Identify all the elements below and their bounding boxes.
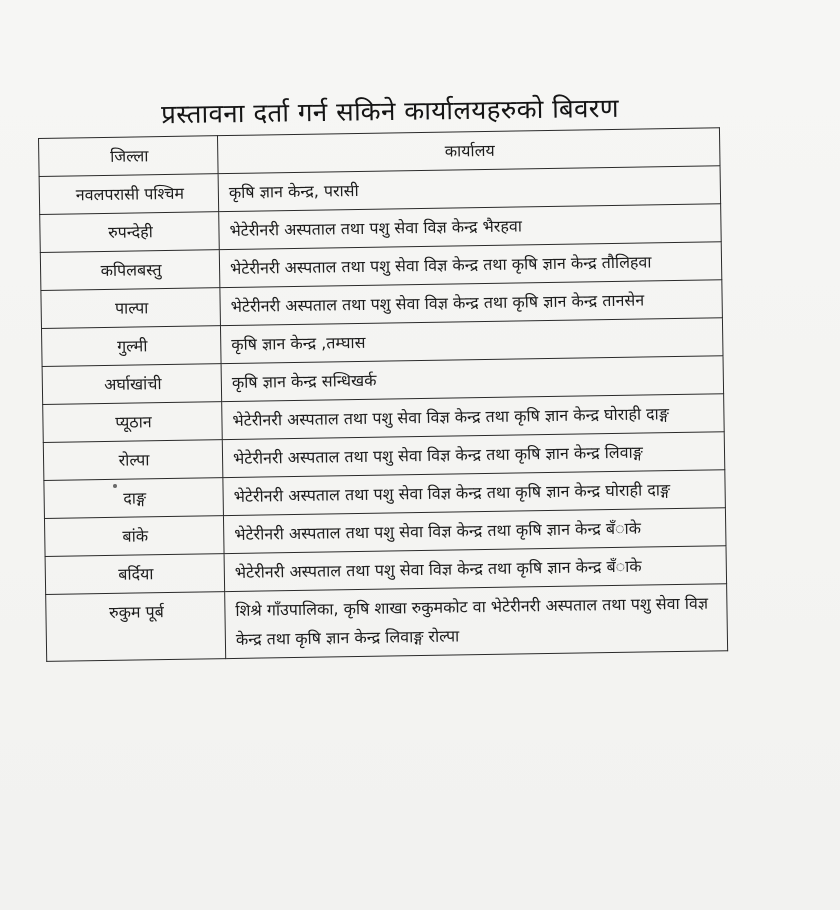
district-cell: दाङ्ग bbox=[44, 478, 224, 519]
office-cell: भेटेरीनरी अस्पताल तथा पशु सेवा विज्ञ केन्द्र तथा कृषि ज्ञान केन्द्र तानसेन bbox=[220, 280, 723, 326]
office-cell: भेटेरीनरी अस्पताल तथा पशु सेवा विज्ञ केन्द्र तथा कृषि ज्ञान केन्द्र लिवाङ्ग bbox=[222, 432, 725, 478]
header-district: जिल्ला bbox=[39, 136, 219, 177]
header-office: कार्यालय bbox=[217, 128, 720, 174]
office-cell: भेटेरीनरी अस्पताल तथा पशु सेवा विज्ञ केन्द्र तथा कृषि ज्ञान केन्द्र बँाके bbox=[224, 546, 727, 592]
office-cell: भेटेरीनरी अस्पताल तथा पशु सेवा विज्ञ केन्द्र तथा कृषि ज्ञान केन्द्र घोराही दाङ्ग bbox=[222, 394, 725, 440]
office-cell: भेटेरीनरी अस्पताल तथा पशु सेवा विज्ञ केन्द्र तथा कृषि ज्ञान केन्द्र तौलिहवा bbox=[219, 242, 722, 288]
district-cell: अर्घाखांची bbox=[42, 364, 222, 405]
office-cell: भेटेरीनरी अस्पताल तथा पशु सेवा विज्ञ केन्द्र तथा कृषि ज्ञान केन्द्र घोराही दाङ्ग bbox=[223, 470, 726, 516]
office-cell: कृषि ज्ञान केन्द्र ,तम्घास bbox=[220, 318, 723, 364]
office-cell: भेटेरीनरी अस्पताल तथा पशु सेवा विज्ञ केन्द्र तथा कृषि ज्ञान केन्द्र बँाके bbox=[223, 508, 726, 554]
district-cell: रुपन्देही bbox=[40, 212, 220, 253]
office-cell: भेटेरीनरी अस्पताल तथा पशु सेवा विज्ञ केन्द्र भैरहवा bbox=[219, 204, 722, 250]
office-table-container bbox=[38, 127, 728, 662]
district-cell: पाल्पा bbox=[41, 288, 221, 329]
district-cell: बर्दिया bbox=[45, 554, 225, 595]
scan-speck bbox=[113, 484, 117, 488]
district-cell: बांके bbox=[44, 516, 224, 557]
district-cell: प्यूठान bbox=[43, 402, 223, 443]
office-cell: कृषि ज्ञान केन्द्र, परासी bbox=[218, 166, 721, 212]
district-cell: गुल्मी bbox=[41, 326, 221, 367]
district-cell: रोल्पा bbox=[43, 440, 223, 481]
office-cell: कृषि ज्ञान केन्द्र सन्धिखर्क bbox=[221, 356, 724, 402]
office-cell: शिश्रे गाँउपालिका, कृषि शाखा रुकुमकोट वा भेटेरीनरी अस्पताल तथा पशु सेवा विज्ञ केन्द्र तथा कृषि ज्ञान केन्द्र लिवाङ्ग रोल्पा bbox=[225, 584, 728, 659]
district-cell: रुकुम पूर्ब bbox=[46, 592, 226, 662]
office-table bbox=[38, 127, 728, 662]
district-cell: कपिलबस्तु bbox=[40, 250, 220, 291]
document-title: प्रस्तावना दर्ता गर्न सकिने कार्यालयहरुको बिवरण bbox=[160, 93, 620, 131]
district-cell: नवलपरासी पश्चिम bbox=[39, 174, 219, 215]
table-row bbox=[46, 584, 728, 662]
